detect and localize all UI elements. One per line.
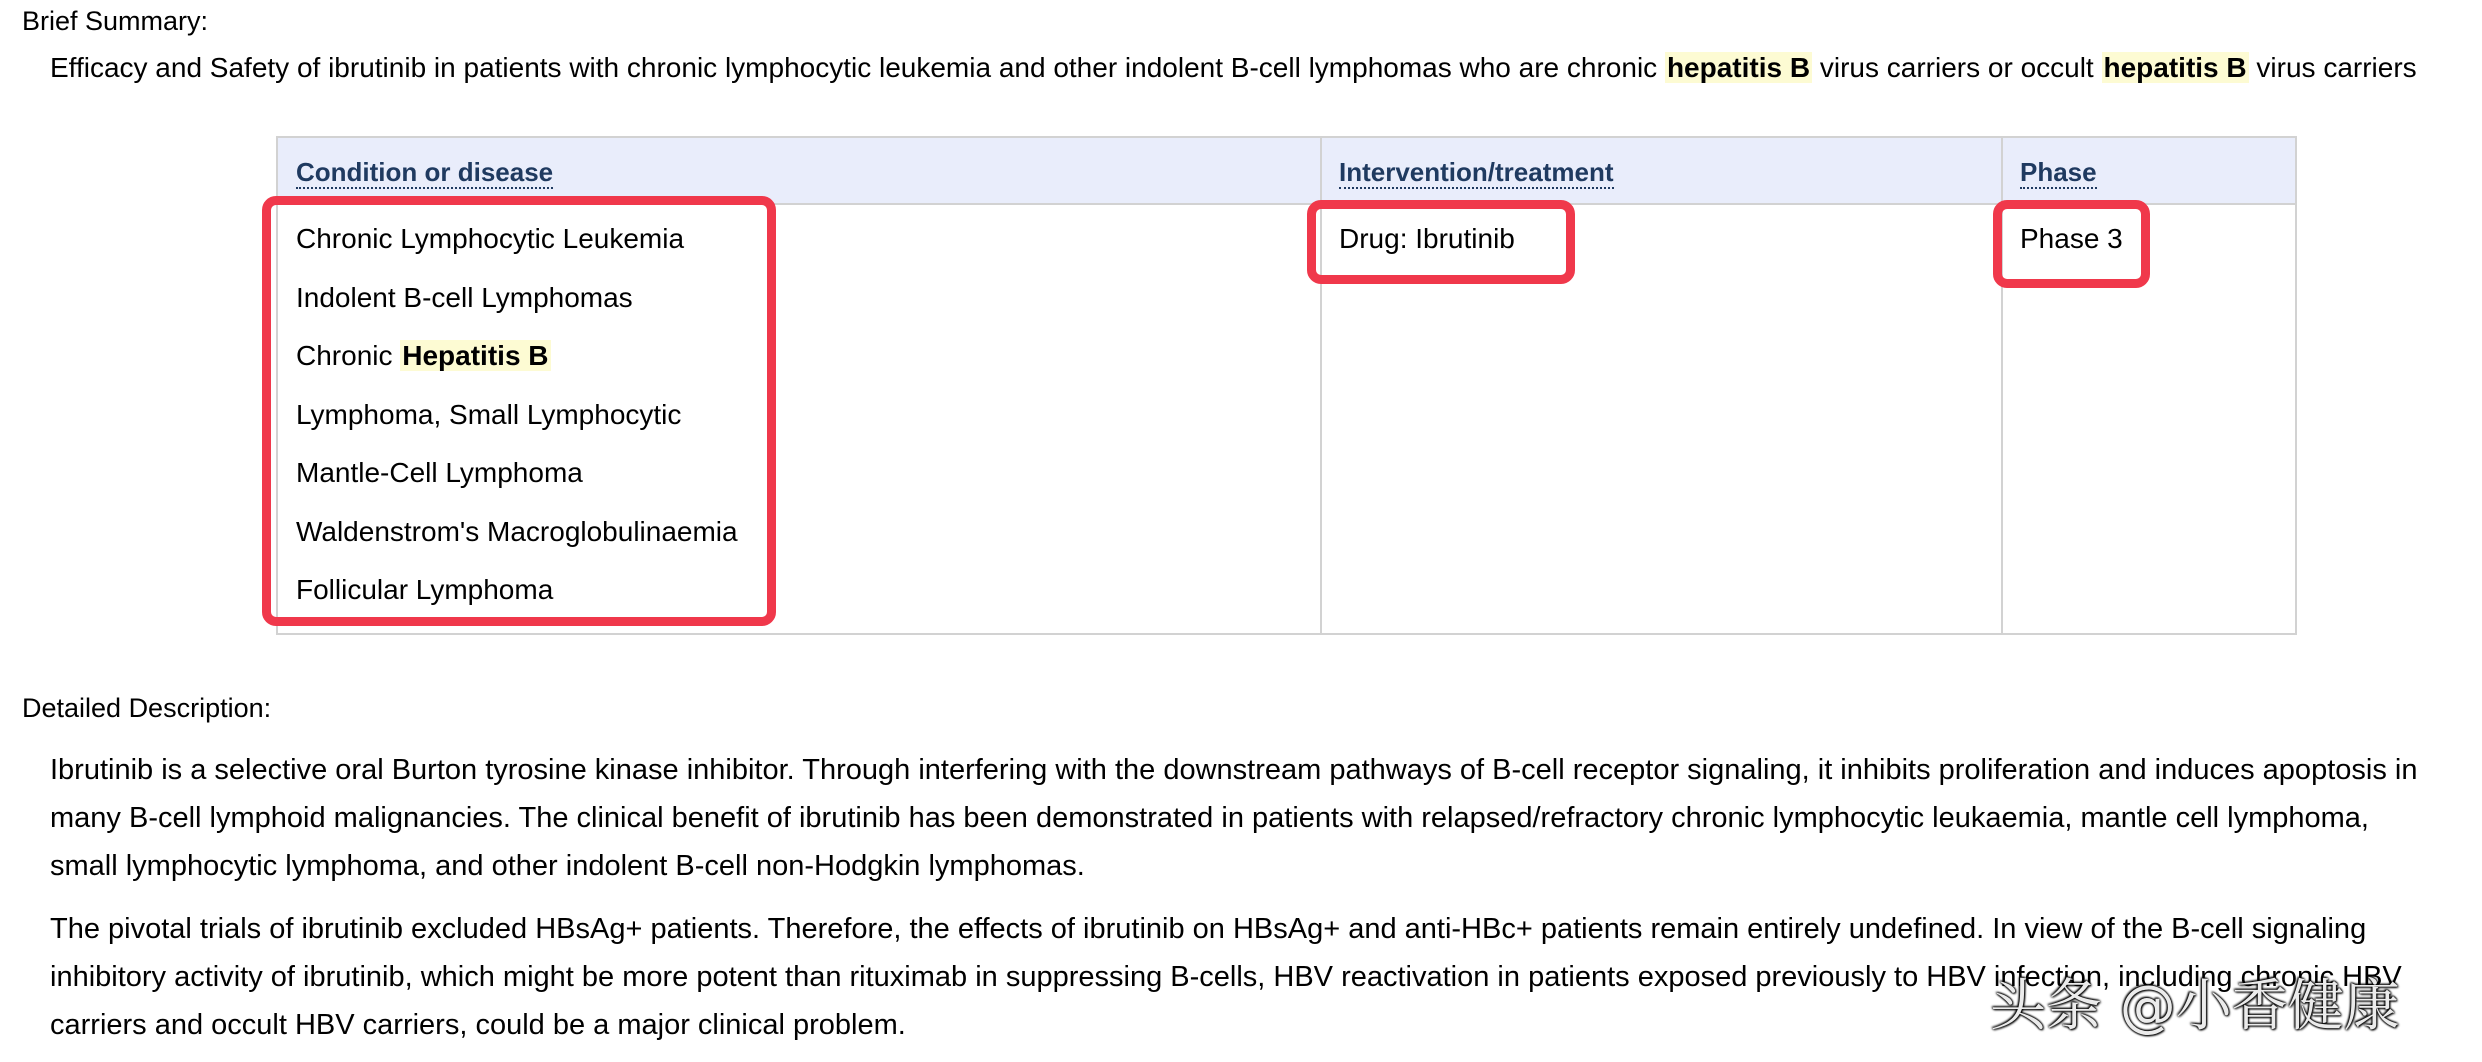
header-intervention[interactable]: Intervention/treatment (1339, 157, 1614, 187)
paragraph-line: many B-cell lymphoid malignancies. The clinical benefit of ibrutinib has been demonstrated in patients with relapsed/refractory chronic lymphocytic leukaemia, mantle cell lymphoma, (50, 802, 2369, 834)
summary-highlight-1: hepatitis B (1666, 52, 1811, 83)
brief-summary-label: Brief Summary: (22, 6, 209, 36)
condition-item: Mantle-Cell Lymphoma (296, 457, 583, 488)
condition-item: Chronic Lymphocytic Leukemia (296, 223, 685, 254)
summary-highlight-2: hepatitis B (2103, 52, 2247, 83)
paragraph-line: inhibitory activity of ibrutinib, which might be more potent than rituximab in suppressing B-cells, HBV reactivation in patients exposed previously to HBV infection, including chronic HBV (50, 961, 2402, 993)
annotation-box-conditions (262, 196, 776, 626)
summary-text-1: Efficacy and Safety of ibrutinib in patients with chronic lymphocytic leukemia and other indolent B-cell lymphomas who are chronic (50, 52, 1665, 83)
annotation-box-phase (1993, 200, 2150, 288)
intervention-value: Drug: Ibrutinib (1339, 223, 1515, 254)
summary-text-3: virus carriers (2248, 52, 2417, 83)
condition-item: Waldenstrom's Macroglobulinaemia (296, 516, 738, 547)
condition-item: Follicular Lymphoma (296, 574, 554, 605)
paragraph-line: carriers and occult HBV carriers, could be a major clinical problem. (50, 1009, 906, 1041)
brief-summary-text (50, 50, 2417, 86)
condition-highlight: Hepatitis B (402, 340, 549, 371)
table-header (278, 138, 2295, 205)
annotation-box-intervention (1307, 200, 1575, 284)
condition-item: Lymphoma, Small Lymphocytic (296, 399, 682, 430)
detailed-description-label: Detailed Description: (22, 693, 272, 723)
header-condition[interactable]: Condition or disease (296, 157, 554, 187)
summary-text-2: virus carriers or occult (1812, 52, 2102, 83)
watermark-text: 头条 @小香健康 (1990, 974, 2400, 1039)
condition-item: Indolent B-cell Lymphomas (296, 282, 633, 313)
paragraph-line: The pivotal trials of ibrutinib excluded HBsAg+ patients. Therefore, the effects of ibrutinib on HBsAg+ and anti-HBc+ patients remain entirely undefined. In view of the B-cell signaling (50, 913, 2367, 945)
header-phase[interactable]: Phase (2020, 157, 2097, 187)
condition-text: Chronic (296, 340, 393, 371)
paragraph-line: small lymphocytic lymphoma, and other indolent B-cell non-Hodgkin lymphomas. (50, 850, 1085, 882)
description-paragraph-1 (50, 746, 2417, 890)
paragraph-line: Ibrutinib is a selective oral Burton tyrosine kinase inhibitor. Through interfering with the downstream pathways of B-cell receptor signaling, it inhibits proliferation and induces apoptosis in (50, 754, 2418, 786)
phase-value: Phase 3 (2020, 223, 2123, 254)
